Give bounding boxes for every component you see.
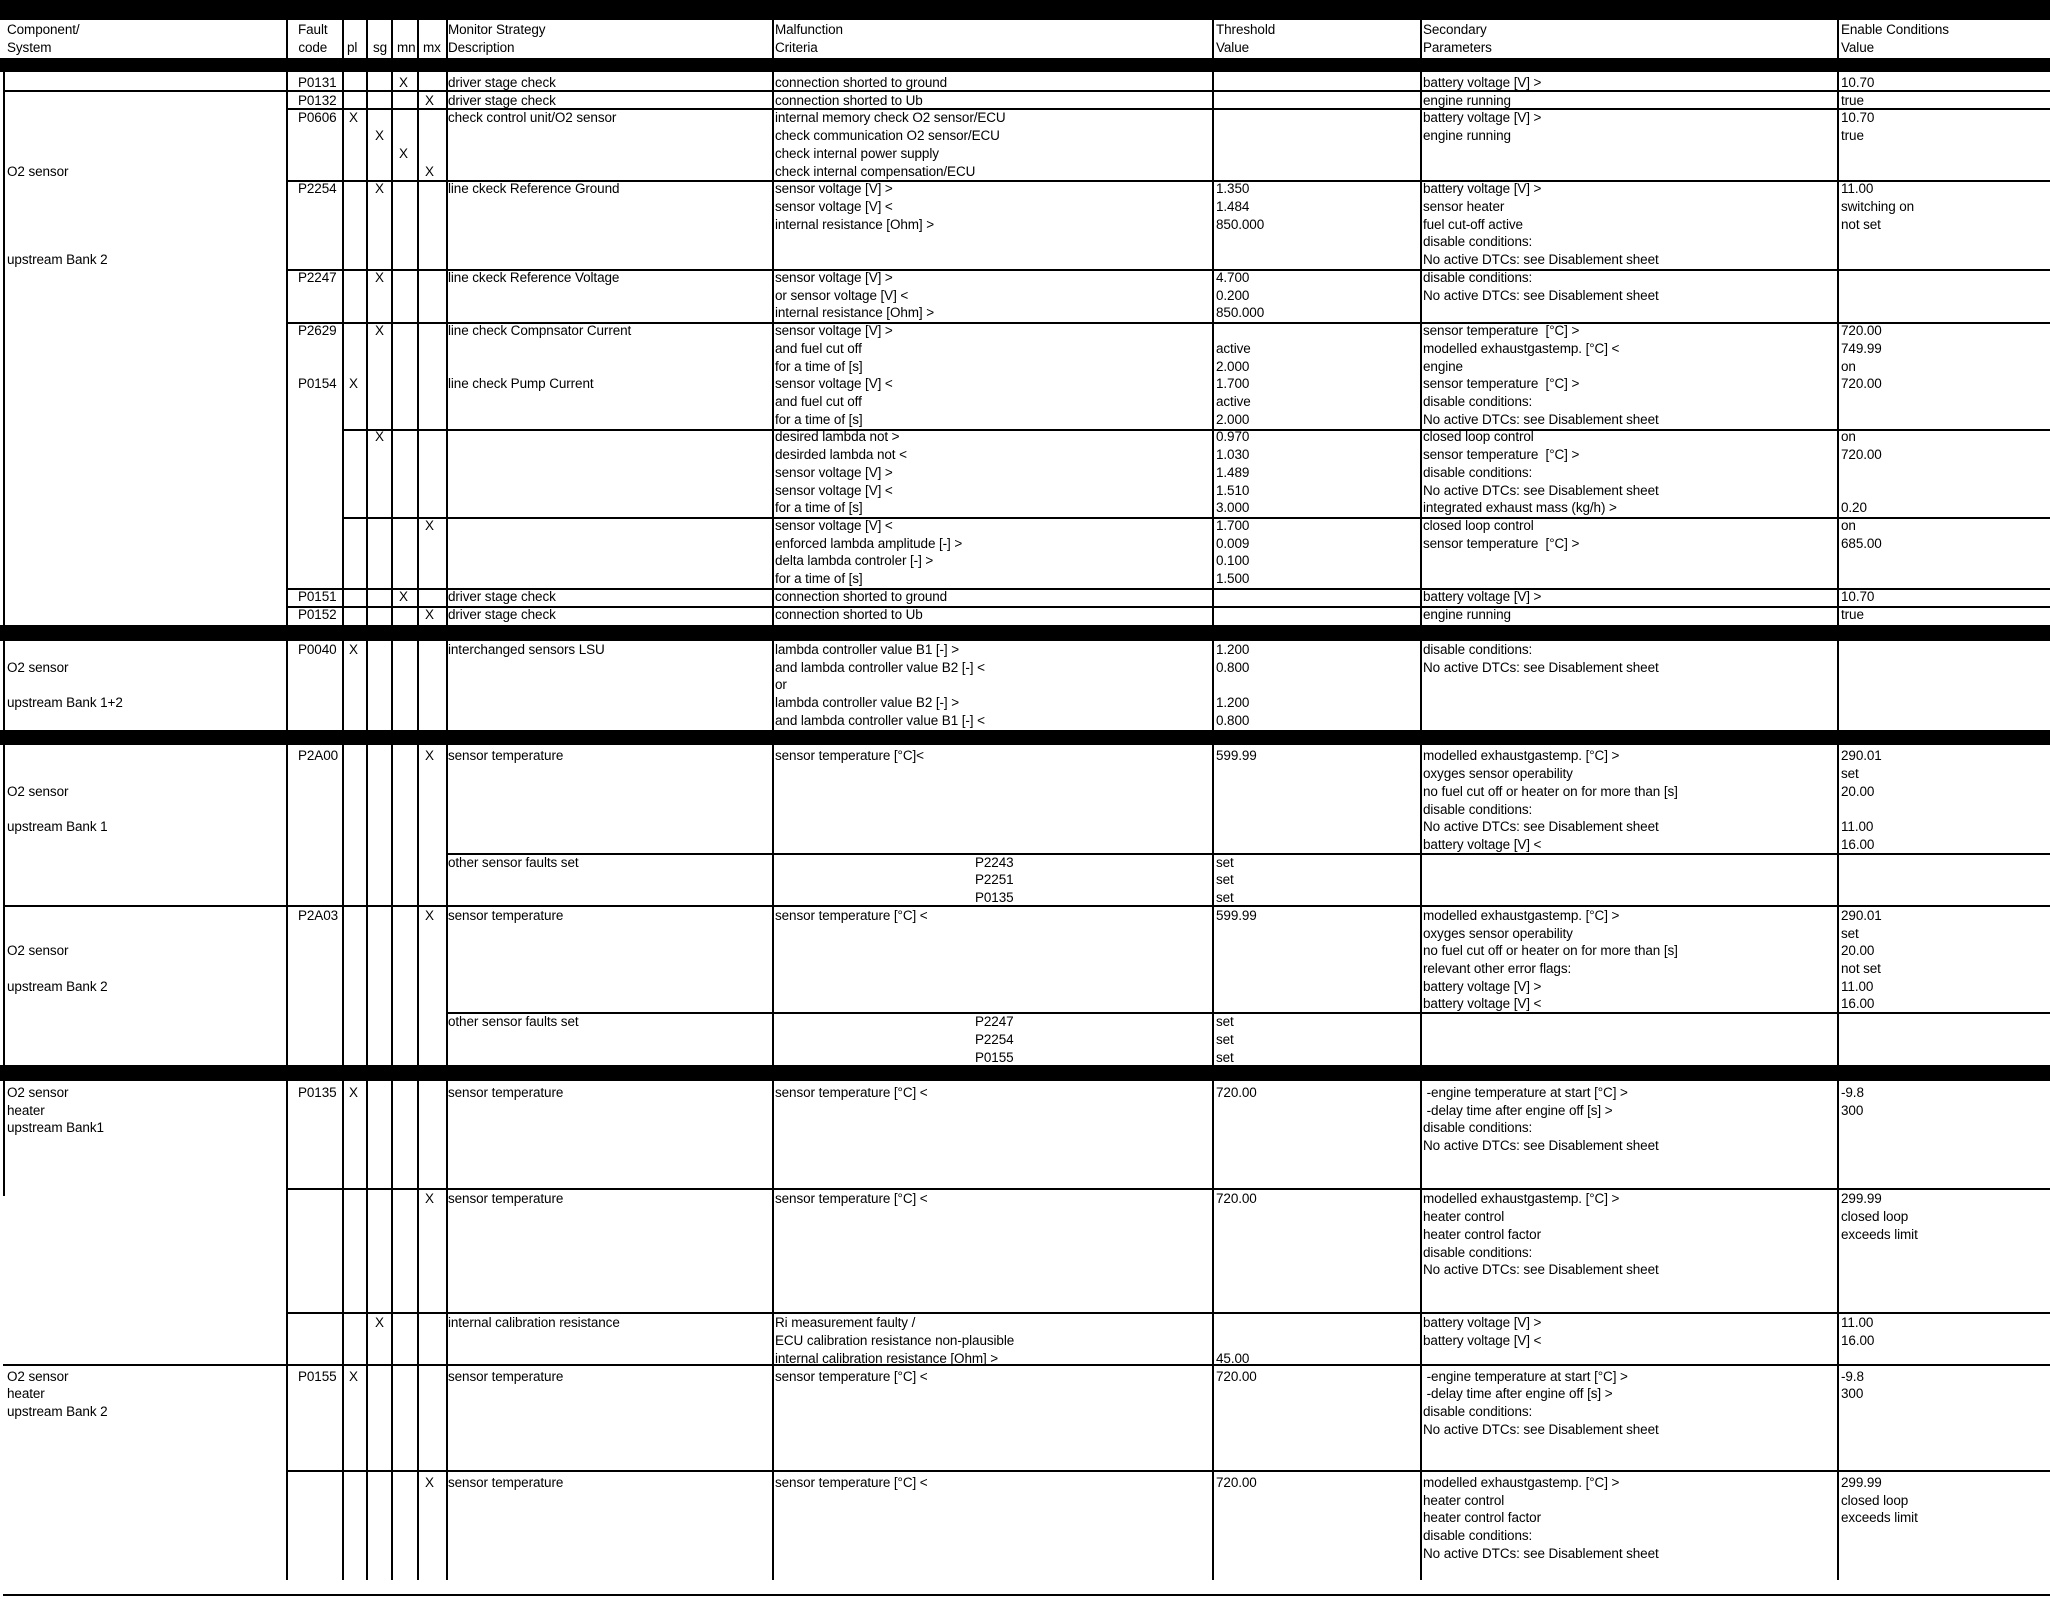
threshold-value: 0.200 xyxy=(1216,287,1250,303)
fault-code: P0040 xyxy=(298,642,337,658)
mx-mark: X xyxy=(425,92,434,108)
grid-line-vertical xyxy=(1420,20,1422,1580)
threshold-value: set xyxy=(1216,1014,1234,1030)
sg-mark: X xyxy=(375,429,384,445)
enable-condition-value: 11.00 xyxy=(1841,181,1874,197)
enable-condition-value: 0.20 xyxy=(1841,500,1867,516)
sg-mark: X xyxy=(375,1315,384,1331)
section-divider-band xyxy=(0,730,2050,745)
secondary-parameter: disable conditions: xyxy=(1423,1404,1533,1419)
referenced-fault-code: P2247 xyxy=(975,1014,1014,1030)
threshold-value: 3.000 xyxy=(1216,500,1250,516)
secondary-parameter: battery voltage [V] > xyxy=(1423,1315,1542,1331)
malfunction-criteria: desirded lambda not < xyxy=(775,447,907,463)
sg-mark: X xyxy=(375,323,384,339)
enable-condition-value: 10.70 xyxy=(1841,110,1875,126)
mx-mark: X xyxy=(425,748,434,764)
secondary-parameter: no fuel cut off or heater on for more than [s] xyxy=(1423,783,1678,799)
malfunction-criteria: desired lambda not > xyxy=(775,429,900,445)
secondary-parameter: modelled exhaustgastemp. [°C] > xyxy=(1423,1191,1620,1207)
header-enable-conditions: Enable Conditions Value xyxy=(1841,22,1949,55)
secondary-parameter: disable conditions: xyxy=(1423,393,1533,409)
enable-condition-value: exceeds limit xyxy=(1841,1510,1918,1526)
secondary-parameter: No active DTCs: see Disablement sheet xyxy=(1423,252,1659,268)
malfunction-criteria: internal calibration resistance [Ohm] > xyxy=(775,1350,999,1366)
threshold-value: 1.200 xyxy=(1216,642,1250,658)
enable-condition-value: true xyxy=(1841,128,1864,144)
enable-condition-value: true xyxy=(1841,92,1864,108)
secondary-parameter: battery voltage [V] > xyxy=(1423,978,1542,994)
secondary-parameter: heater control xyxy=(1423,1492,1505,1508)
monitor-strategy: internal calibration resistance xyxy=(448,1315,620,1331)
secondary-parameter: oxyges sensor operability xyxy=(1423,925,1573,941)
secondary-parameter: -delay time after engine off [s] > xyxy=(1423,1102,1613,1118)
secondary-parameter: oxyges sensor operability xyxy=(1423,766,1573,782)
threshold-value: set xyxy=(1216,872,1234,888)
mx-mark: X xyxy=(425,907,434,923)
monitor-strategy: sensor temperature xyxy=(448,1085,564,1101)
threshold-value: 4.700 xyxy=(1216,269,1250,285)
malfunction-criteria: for a time of [s] xyxy=(775,571,863,587)
fault-code: P2A00 xyxy=(298,748,339,764)
threshold-value: 1.500 xyxy=(1216,571,1250,587)
malfunction-criteria: sensor temperature [°C] < xyxy=(775,907,928,923)
fault-code: P0135 xyxy=(298,1085,337,1101)
fault-code: P2629 xyxy=(298,323,337,339)
threshold-value: set xyxy=(1216,1031,1234,1047)
header-component: Component/ System xyxy=(7,22,80,55)
secondary-parameter: -engine temperature at start [°C] > xyxy=(1423,1368,1628,1384)
threshold-value: 1.700 xyxy=(1216,518,1250,533)
secondary-parameter: modelled exhaustgastemp. [°C] > xyxy=(1423,907,1620,923)
enable-condition-value: 16.00 xyxy=(1841,996,1875,1012)
threshold-value: 0.800 xyxy=(1216,712,1250,728)
fault-code: P2247 xyxy=(298,269,337,285)
monitor-strategy: check control unit/O2 sensor xyxy=(448,110,617,126)
secondary-parameter: no fuel cut off or heater on for more than [s] xyxy=(1423,943,1678,959)
grid-line-horizontal xyxy=(342,429,446,431)
component-system: heater xyxy=(7,1102,45,1118)
secondary-parameter: closed loop control xyxy=(1423,518,1534,533)
mx-mark: X xyxy=(425,1191,434,1207)
enable-condition-value: 290.01 xyxy=(1841,907,1882,923)
monitor-strategy: driver stage check xyxy=(448,92,556,108)
fault-code: P0131 xyxy=(298,75,337,90)
malfunction-criteria: delta lambda controler [-] > xyxy=(775,553,934,569)
grid-line-vertical xyxy=(417,20,419,1580)
enable-condition-value: 20.00 xyxy=(1841,783,1875,799)
threshold-value: 1.200 xyxy=(1216,695,1250,711)
secondary-parameter: modelled exhaustgastemp. [°C] < xyxy=(1423,340,1620,356)
pl-mark: X xyxy=(349,110,358,126)
secondary-parameter: engine running xyxy=(1423,128,1511,144)
malfunction-criteria: and lambda controller value B1 [-] < xyxy=(775,712,985,728)
section-divider-band xyxy=(0,1065,2050,1081)
threshold-value: active xyxy=(1216,393,1251,409)
enable-condition-value: 300 xyxy=(1841,1386,1864,1402)
section-divider-band xyxy=(0,625,2050,641)
enable-condition-value: closed loop xyxy=(1841,1209,1909,1225)
grid-line-vertical xyxy=(1212,20,1214,1580)
grid-line-vertical xyxy=(3,72,5,1196)
enable-condition-value: set xyxy=(1841,925,1859,941)
malfunction-criteria: and lambda controller value B2 [-] < xyxy=(775,659,985,675)
malfunction-criteria: internal resistance [Ohm] > xyxy=(775,305,934,321)
enable-condition-value: -9.8 xyxy=(1841,1085,1864,1101)
malfunction-criteria: sensor temperature [°C] < xyxy=(775,1191,928,1207)
enable-condition-value: 10.70 xyxy=(1841,588,1875,604)
fault-code: P2A03 xyxy=(298,907,339,923)
malfunction-criteria: sensor voltage [V] > xyxy=(775,323,893,339)
secondary-parameter: No active DTCs: see Disablement sheet xyxy=(1423,1545,1659,1561)
sg-mark: X xyxy=(375,269,384,285)
malfunction-criteria: and fuel cut off xyxy=(775,340,862,356)
mn-mark: X xyxy=(399,145,408,161)
monitor-strategy: other sensor faults set xyxy=(448,1014,579,1030)
enable-condition-value: set xyxy=(1841,766,1859,782)
malfunction-criteria: or sensor voltage [V] < xyxy=(775,287,909,303)
grid-line-vertical xyxy=(1837,20,1839,1580)
threshold-value: 0.970 xyxy=(1216,429,1250,445)
pl-mark: X xyxy=(349,376,358,392)
enable-condition-value: not set xyxy=(1841,216,1881,232)
component-system: upstream Bank 1+2 xyxy=(7,695,123,711)
secondary-parameter: disable conditions: xyxy=(1423,1528,1533,1544)
threshold-value: 1.700 xyxy=(1216,376,1250,392)
fault-code: P0132 xyxy=(298,92,337,108)
malfunction-criteria: lambda controller value B2 [-] > xyxy=(775,695,960,711)
secondary-parameter: No active DTCs: see Disablement sheet xyxy=(1423,411,1659,427)
malfunction-criteria: sensor voltage [V] < xyxy=(775,376,893,392)
grid-line-vertical xyxy=(286,20,288,1580)
threshold-value: 2.000 xyxy=(1216,358,1250,374)
secondary-parameter: battery voltage [V] < xyxy=(1423,836,1542,852)
grid-line-vertical xyxy=(772,20,774,1580)
secondary-parameter: sensor temperature [°C] > xyxy=(1423,447,1580,463)
secondary-parameter: sensor temperature [°C] > xyxy=(1423,323,1580,339)
secondary-parameter: relevant other error flags: xyxy=(1423,961,1572,976)
component-system: upstream Bank 2 xyxy=(7,1404,108,1419)
referenced-fault-code: P0155 xyxy=(975,1049,1014,1065)
mx-mark: X xyxy=(425,1474,434,1490)
monitor-strategy: sensor temperature xyxy=(448,1474,564,1490)
enable-condition-value: true xyxy=(1841,606,1864,622)
secondary-parameter: heater control factor xyxy=(1423,1226,1541,1242)
threshold-value: 1.489 xyxy=(1216,464,1250,480)
secondary-parameter: sensor heater xyxy=(1423,199,1505,215)
monitor-strategy: interchanged sensors LSU xyxy=(448,642,605,658)
secondary-parameter: engine running xyxy=(1423,92,1511,108)
header-threshold-value: Threshold Value xyxy=(1216,22,1276,55)
malfunction-criteria: sensor voltage [V] < xyxy=(775,199,893,215)
enable-condition-value: 20.00 xyxy=(1841,943,1875,959)
enable-condition-value: 11.00 xyxy=(1841,819,1874,835)
mn-mark: X xyxy=(399,588,408,604)
secondary-parameter: sensor temperature [°C] > xyxy=(1423,376,1580,392)
mx-mark: X xyxy=(425,163,434,179)
enable-condition-value: closed loop xyxy=(1841,1492,1909,1508)
secondary-parameter: No active DTCs: see Disablement sheet xyxy=(1423,659,1659,675)
enable-condition-value: 16.00 xyxy=(1841,1333,1875,1349)
enable-condition-value: 299.99 xyxy=(1841,1474,1882,1490)
threshold-value: 599.99 xyxy=(1216,748,1257,764)
enable-condition-value: not set xyxy=(1841,961,1881,976)
secondary-parameter: closed loop control xyxy=(1423,429,1534,445)
grid-line-horizontal xyxy=(446,1012,2050,1014)
secondary-parameter: battery voltage [V] < xyxy=(1423,996,1542,1012)
grid-line-horizontal xyxy=(3,1594,2050,1596)
header-mx: mx xyxy=(423,40,441,55)
monitor-strategy: sensor temperature xyxy=(448,748,564,764)
referenced-fault-code: P2243 xyxy=(975,854,1014,870)
monitor-strategy: other sensor faults set xyxy=(448,854,579,870)
enable-condition-value: 11.00 xyxy=(1841,1315,1874,1331)
monitor-strategy: driver stage check xyxy=(448,588,556,604)
secondary-parameter: No active DTCs: see Disablement sheet xyxy=(1423,482,1659,498)
header-pl: pl xyxy=(347,40,358,55)
secondary-parameter: -delay time after engine off [s] > xyxy=(1423,1386,1613,1402)
enable-condition-value: on xyxy=(1841,358,1856,374)
header-mn: mn xyxy=(397,40,416,55)
enable-condition-value: 299.99 xyxy=(1841,1191,1882,1207)
malfunction-criteria: sensor voltage [V] > xyxy=(775,269,893,285)
enable-condition-value: 10.70 xyxy=(1841,75,1875,90)
malfunction-criteria: connection shorted to Ub xyxy=(775,92,923,108)
monitor-strategy: line ckeck Reference Ground xyxy=(448,181,620,197)
malfunction-criteria: connection shorted to ground xyxy=(775,75,948,90)
fault-code: P0155 xyxy=(298,1368,337,1384)
malfunction-criteria: sensor temperature [°C] < xyxy=(775,1474,928,1490)
mx-mark: X xyxy=(425,518,434,533)
enable-condition-value: 749.99 xyxy=(1841,340,1882,356)
threshold-value: 720.00 xyxy=(1216,1368,1257,1384)
secondary-parameter: battery voltage [V] > xyxy=(1423,181,1542,197)
threshold-value: 2.000 xyxy=(1216,411,1250,427)
malfunction-criteria: Ri measurement faulty / xyxy=(775,1315,916,1331)
enable-condition-value: 11.00 xyxy=(1841,978,1874,994)
sg-mark: X xyxy=(375,181,384,197)
threshold-value: 720.00 xyxy=(1216,1474,1257,1490)
secondary-parameter: fuel cut-off active xyxy=(1423,216,1523,232)
secondary-parameter: disable conditions: xyxy=(1423,464,1533,480)
header-sg: sg xyxy=(373,40,388,55)
threshold-value: set xyxy=(1216,854,1234,870)
malfunction-criteria: internal resistance [Ohm] > xyxy=(775,216,934,232)
component-system: O2 sensor xyxy=(7,659,69,675)
secondary-parameter: disable conditions: xyxy=(1423,801,1533,817)
component-system: O2 sensor xyxy=(7,1085,69,1101)
header-fault-code: Fault code xyxy=(298,22,328,55)
secondary-parameter: disable conditions: xyxy=(1423,1120,1533,1136)
header-monitor-strategy: Monitor Strategy Description xyxy=(448,22,546,55)
enable-condition-value: 720.00 xyxy=(1841,376,1882,392)
secondary-parameter: disable conditions: xyxy=(1423,642,1533,658)
secondary-parameter: engine xyxy=(1423,358,1463,374)
secondary-parameter: heater control xyxy=(1423,1209,1505,1225)
monitor-strategy: driver stage check xyxy=(448,75,556,90)
component-system: O2 sensor xyxy=(7,1368,69,1384)
grid-line-horizontal xyxy=(446,853,2050,855)
threshold-value: 720.00 xyxy=(1216,1085,1257,1101)
threshold-value: 1.510 xyxy=(1216,482,1250,498)
threshold-value: 1.350 xyxy=(1216,181,1250,197)
monitor-strategy: sensor temperature xyxy=(448,1191,564,1207)
malfunction-criteria: connection shorted to ground xyxy=(775,588,948,604)
secondary-parameter: disable conditions: xyxy=(1423,269,1533,285)
threshold-value: 850.000 xyxy=(1216,216,1265,232)
secondary-parameter: heater control factor xyxy=(1423,1510,1541,1526)
component-system: upstream Bank 2 xyxy=(7,978,108,994)
monitor-strategy: sensor temperature xyxy=(448,1368,564,1384)
sg-mark: X xyxy=(375,128,384,144)
malfunction-criteria: for a time of [s] xyxy=(775,411,863,427)
malfunction-criteria: and fuel cut off xyxy=(775,393,862,409)
component-system: O2 sensor xyxy=(7,783,69,799)
enable-condition-value: -9.8 xyxy=(1841,1368,1864,1384)
malfunction-criteria: check internal power supply xyxy=(775,145,939,161)
threshold-value: active xyxy=(1216,340,1251,356)
secondary-parameter: battery voltage [V] > xyxy=(1423,588,1542,604)
secondary-parameter: No active DTCs: see Disablement sheet xyxy=(1423,287,1659,303)
grid-line-vertical xyxy=(342,20,344,1580)
threshold-value: 720.00 xyxy=(1216,1191,1257,1207)
secondary-parameter: battery voltage [V] < xyxy=(1423,1333,1542,1349)
enable-condition-value: switching on xyxy=(1841,199,1915,215)
secondary-parameter: modelled exhaustgastemp. [°C] > xyxy=(1423,1474,1620,1490)
enable-condition-value: on xyxy=(1841,429,1856,445)
secondary-parameter: -engine temperature at start [°C] > xyxy=(1423,1085,1628,1101)
monitor-strategy: line check Pump Current xyxy=(448,376,594,392)
pl-mark: X xyxy=(349,1368,358,1384)
malfunction-criteria: sensor temperature [°C]< xyxy=(775,748,924,764)
monitor-strategy: line check Compnsator Current xyxy=(448,323,632,339)
component-system: upstream Bank1 xyxy=(7,1120,104,1136)
malfunction-criteria: enforced lambda amplitude [-] > xyxy=(775,535,963,551)
monitor-strategy: driver stage check xyxy=(448,606,556,622)
header-secondary-parameters: Secondary Parameters xyxy=(1423,22,1492,55)
section-divider-band xyxy=(0,0,2050,20)
secondary-parameter: disable conditions: xyxy=(1423,234,1533,250)
secondary-parameter: engine running xyxy=(1423,606,1511,622)
secondary-parameter: disable conditions: xyxy=(1423,1244,1533,1260)
threshold-value: 0.800 xyxy=(1216,659,1250,675)
malfunction-criteria: check communication O2 sensor/ECU xyxy=(775,128,1000,144)
referenced-fault-code: P2254 xyxy=(975,1031,1014,1047)
threshold-value: set xyxy=(1216,890,1234,906)
enable-condition-value: 16.00 xyxy=(1841,836,1875,852)
threshold-value: 599.99 xyxy=(1216,907,1257,923)
malfunction-criteria: for a time of [s] xyxy=(775,500,863,516)
component-system: upstream Bank 2 xyxy=(7,252,108,268)
threshold-value: 1.030 xyxy=(1216,447,1250,463)
malfunction-criteria: internal memory check O2 sensor/ECU xyxy=(775,110,1006,126)
grid-line-vertical xyxy=(446,20,448,1580)
fault-code: P2254 xyxy=(298,181,337,197)
malfunction-criteria: ECU calibration resistance non-plausible xyxy=(775,1333,1015,1349)
mn-mark: X xyxy=(399,75,408,90)
component-system: upstream Bank 1 xyxy=(7,819,108,835)
malfunction-criteria: check internal compensation/ECU xyxy=(775,163,976,179)
monitor-strategy: line ckeck Reference Voltage xyxy=(448,269,620,285)
fault-code: P0151 xyxy=(298,588,337,604)
malfunction-criteria: sensor voltage [V] > xyxy=(775,464,893,480)
enable-condition-value: on xyxy=(1841,518,1856,533)
enable-condition-value: 685.00 xyxy=(1841,535,1882,551)
grid-line-vertical xyxy=(366,20,368,1580)
malfunction-criteria: or xyxy=(775,677,787,693)
malfunction-criteria: sensor voltage [V] < xyxy=(775,482,893,498)
secondary-parameter: battery voltage [V] > xyxy=(1423,75,1542,90)
secondary-parameter: battery voltage [V] > xyxy=(1423,110,1542,126)
malfunction-criteria: lambda controller value B1 [-] > xyxy=(775,642,960,658)
fault-code: P0152 xyxy=(298,606,337,622)
enable-condition-value: 290.01 xyxy=(1841,748,1882,764)
threshold-value: 0.009 xyxy=(1216,535,1250,551)
secondary-parameter: modelled exhaustgastemp. [°C] > xyxy=(1423,748,1620,764)
pl-mark: X xyxy=(349,1085,358,1101)
header-malfunction-criteria: Malfunction Criteria xyxy=(775,22,843,55)
threshold-value: 850.000 xyxy=(1216,305,1265,321)
secondary-parameter: No active DTCs: see Disablement sheet xyxy=(1423,1262,1659,1278)
threshold-value: 0.100 xyxy=(1216,553,1250,569)
pl-mark: X xyxy=(349,642,358,658)
grid-line-horizontal xyxy=(286,1470,2050,1472)
threshold-value: 1.484 xyxy=(1216,199,1250,215)
malfunction-criteria: sensor temperature [°C] < xyxy=(775,1368,928,1384)
enable-condition-value: 720.00 xyxy=(1841,447,1882,463)
threshold-value: 45.00 xyxy=(1216,1350,1250,1366)
enable-condition-value: exceeds limit xyxy=(1841,1226,1918,1242)
section-divider-band xyxy=(0,58,2050,72)
secondary-parameter: sensor temperature [°C] > xyxy=(1423,535,1580,551)
referenced-fault-code: P0135 xyxy=(975,890,1014,906)
malfunction-criteria: sensor voltage [V] < xyxy=(775,518,893,533)
secondary-parameter: No active DTCs: see Disablement sheet xyxy=(1423,1421,1659,1437)
component-system: O2 sensor xyxy=(7,163,69,179)
component-system: heater xyxy=(7,1386,45,1402)
secondary-parameter: integrated exhaust mass (kg/h) > xyxy=(1423,500,1617,516)
grid-line-horizontal xyxy=(3,1364,2050,1366)
threshold-value: set xyxy=(1216,1049,1234,1065)
malfunction-criteria: connection shorted to Ub xyxy=(775,606,923,622)
fault-code: P0154 xyxy=(298,376,337,392)
secondary-parameter: No active DTCs: see Disablement sheet xyxy=(1423,1138,1659,1154)
monitor-strategy: sensor temperature xyxy=(448,907,564,923)
malfunction-criteria: for a time of [s] xyxy=(775,358,863,374)
enable-condition-value: 720.00 xyxy=(1841,323,1882,339)
component-system: O2 sensor xyxy=(7,943,69,959)
malfunction-criteria: sensor voltage [V] > xyxy=(775,181,893,197)
secondary-parameter: No active DTCs: see Disablement sheet xyxy=(1423,819,1659,835)
grid-line-vertical xyxy=(391,20,393,1580)
fault-code: P0606 xyxy=(298,110,337,126)
referenced-fault-code: P2251 xyxy=(975,872,1014,888)
malfunction-criteria: sensor temperature [°C] < xyxy=(775,1085,928,1101)
enable-condition-value: 300 xyxy=(1841,1102,1864,1118)
mx-mark: X xyxy=(425,606,434,622)
